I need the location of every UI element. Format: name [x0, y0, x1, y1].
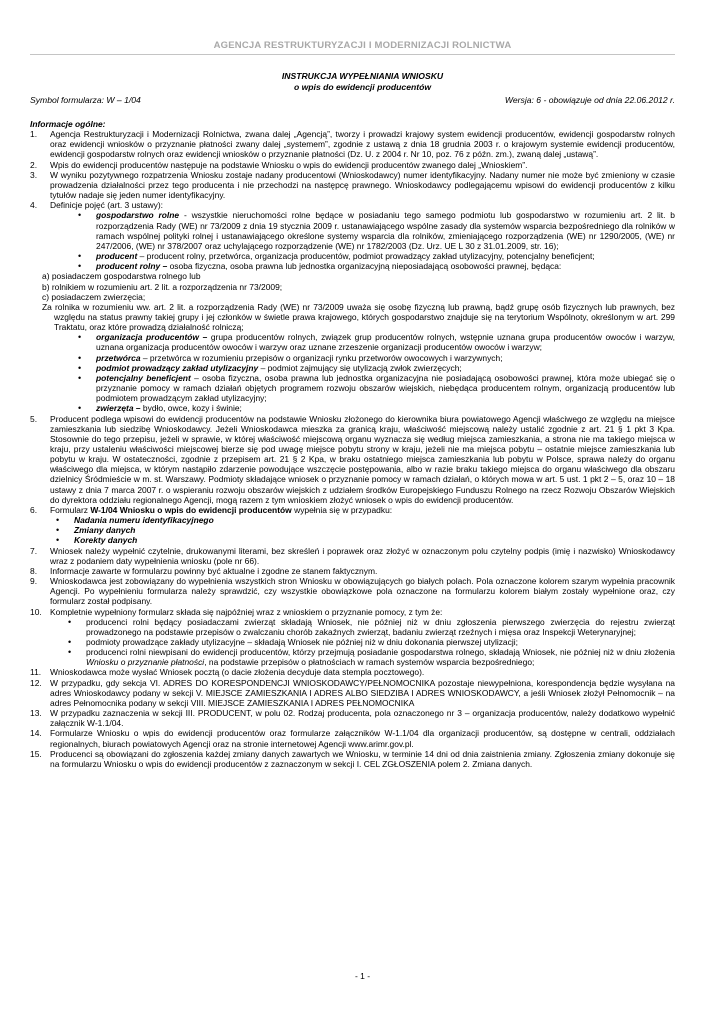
- list-item: 13. W przypadku zaznaczenia w sekcji III. PRODUCENT, w polu 02. Rodzaj producenta, pola oznaczonego nr 3 – organizacja producentów, należy dodatkowo wypełnić załącznik W-1.1/04.: [30, 708, 675, 729]
- bullet-icon: •: [56, 525, 60, 536]
- condition-item: • producenci rolni będący posiadaczami zwierząt składają Wniosek, nie później niż w dniu zgłoszenia pierwszego zwierzęcia do rejestru zwierząt prowadzonego na podstawie przepisów o zwalczaniu chorób zakaźnych zwierząt, badaniu zwierząt rzeźnych i mięsa oraz Inspekcji Weterynaryjnej;: [68, 616, 675, 637]
- definition-subitem: b) rolnikiem w rozumieniu art. 2 lit. a rozporządzenia nr 73/2009;: [42, 281, 283, 292]
- definition-item: • przetwórca – przetwórca w rozumieniu przepisów o organizacji rynku przetworów owocowych i warzywnych;: [78, 352, 503, 363]
- definition-item: • gospodarstwo rolne - wszystkie nieruchomości rolne będące w posiadaniu tego samego podmiotu lub gospodarstwo w rozumieniu art. 2 lit. b rozporządzenia Rady (WE) nr 73/2009 z dnia 19 stycznia 2009 r. ustanawiającego wspólne zasady dla systemów wsparcia bezpośredniego dla rolników w ramach wspólnej polityki rolnej i ustanawiającego określone systemy wsparcia dla rolników, zmieniającego rozporządzenia (WE) nr 1290/2005, (WE) nr 247/2006, (WE) nr 378/2007 oraz uchylającego rozporządzenie (WE) nr 1782/2003 (Dz. Urz. UE L 30 z 31.01.2009, str. 16);: [78, 210, 676, 251]
- form-version: Wersja: 6 - obowiązuje od dnia 22.06.2012 r.: [504, 95, 675, 105]
- condition-item: • producenci rolni niewpisani do ewidencji producentów, którzy przejmują posiadanie gospodarstwa rolnego, składają Wniosek, nie później niż w dniu złożenia Wniosku o przyznanie płatności, na podstawie przepisów o płatnościach w ramach systemów wsparcia bezpośredniego;: [68, 647, 675, 668]
- document-body: [30, 119, 675, 769]
- definition-subitem: c) posiadaczem zwierzęcia;: [42, 291, 146, 302]
- case-item: • Korekty danych: [56, 535, 138, 546]
- list-item: 9. Wnioskodawca jest zobowiązany do wypełnienia wszystkich stron Wniosku w obowiązujących go białych polach. Pola oznaczone kolorem szarym wypełnia pracownik Agencji. Po wypełnieniu formularza należy sprawdzić, czy wszystkie obowiązkowe pola oznaczone na formularzu kolorem białym zostały wypełnione oraz, czy formularz został podpisany.: [30, 576, 675, 607]
- section-title: Informacje ogólne:: [30, 119, 106, 129]
- list-item: 5. Producent podlega wpisowi do ewidencji producentów na podstawie Wniosku złożonego do kierownika biura powiatowego Agencji właściwego ze względu na miejsce zamieszkania lub siedzibę Wnioskodawcy. Jeżeli Wnioskodawca mieszka za granicą kraju, właściwość miejscową należy ustalić zgodnie z art. 21 § 1 pkt 3 Kpa. Stosownie do tego przepisu, jeżeli w sprawie, w której właściwość miejscową organu wyznacza się według miejsca zamieszkania, a strona nie ma takiego miejsca w kraju, przy ustaleniu właściwości miejscowej bierze się pod uwagę miejsce pobytu strony w kraju, jeżeli nie ma miejsca pobytu – ostatnie miejsce zamieszkania lub pobytu w kraju. W ostateczności, zgodnie z przepisem art. 21 § 2 Kpa, w braku ostatniego miejsca zamieszkania lub pobytu w Polsce, sprawa należy do organu właściwego dla miejsca, w którym nastąpiło zdarzenie powodujące wszczęcie postępowania, albo w razie braku takiego miejsca do organu właściwego dla obszaru dzielnicy Śródmieście w m. st. Warszawy. Podmioty składające wniosek o przyznanie pomocy w ramach działań, o których mowa w art. 5 ust. 1 pkt 2 – 5, oraz 10 – 18 ustawy z dnia 7 marca 2007 r. o wspieraniu rozwoju obszarów wiejskich z udziałem środków Europejskiego Funduszu Rolnego na rzecz Rozwoju Obszarów Wiejskich do dyrektora oddziału regionalnego Agencji, mogą razem z tym wnioskiem złożyć wniosek o wpis do ewidencji producentów.: [30, 413, 675, 505]
- definition-note: Za rolnika w rozumieniu ww. art. 2 lit. a rozporządzenia Rady (WE) nr 73/2009 uważa się osobę fizyczną lub prawną, bądź grupę osób fizycznych lub prawnych, bez względu na status prawny takiej grupy i jej członków w świetle prawa krajowego, których gospodarstwo znajduje się na terytorium Wspólnoty, określonym w art. 299 Traktatu, oraz które prowadzą działalność rolniczą;: [42, 301, 675, 333]
- list-item: 1. Agencja Restrukturyzacji i Modernizacji Rolnictwa, zwana dalej „Agencją”, tworzy i prowadzi krajowy system ewidencji producentów, ewidencji gospodarstw rolnych oraz ewidencji wniosków o przyznanie płatności zwany dalej „systemem”, zgodnie z ustawą z dnia 18 grudnia 2003 r. o krajowym systemie ewidencji producentów, ewidencji gospodarstw rolnych oraz ewidencji wniosków o przyznanie płatności (Dz. U. z 2004 r. Nr 10, poz. 76 z późn. zm.), zwaną dalej „ustawą”.: [30, 129, 675, 160]
- list-item: 10. Kompletnie wypełniony formularz składa się najpóźniej wraz z wnioskiem o przyznanie pomocy, z tym że:: [30, 606, 443, 617]
- bullet-icon: •: [78, 210, 82, 221]
- definition-item: • podmiot prowadzący zakład utylizacyjny – podmiot zajmujący się utylizacją zwłok zwierzęcych;: [78, 362, 462, 373]
- case-item: • Zmiany danych: [56, 525, 136, 536]
- definition-item: • producent rolny – osoba fizyczna, osoba prawna lub jednostka organizacyjną nieposiadającą osobowości prawnej, będąca:: [78, 261, 562, 272]
- bullet-icon: •: [78, 261, 82, 272]
- bullet-icon: •: [68, 647, 72, 658]
- list-item: 3. W wyniku pozytywnego rozpatrzenia Wniosku zostaje nadany producentowi (Wnioskodawcy) numer identyfikacyjny. Nadany numer nie może być zmieniony w czasie prowadzenia działalności przez tego producenta i nie przechodzi na następcę prawnego. Wnioskodawcy podlegającemu wpisowi do ewidencji producentów z kilku tytułów nadaje się jeden numer identyfikacyjny.: [30, 169, 675, 201]
- case-item: • Nadania numeru identyfikacyjnego: [56, 515, 214, 526]
- list-item: 8. Informacje zawarte w formularzu powinny być aktualne i zgodne ze stanem faktycznym.: [30, 565, 378, 576]
- list-item: 7. Wniosek należy wypełnić czytelnie, drukowanymi literami, bez skreśleń i poprawek oraz złożyć w oznaczonym polu czytelny podpis (imię i nazwisko) Wnioskodawcy wraz z podaniem daty wypełnienia wniosku (pole nr 66).: [30, 545, 675, 566]
- header-divider: [30, 54, 675, 55]
- bullet-icon: •: [56, 535, 60, 546]
- bullet-icon: •: [78, 372, 82, 383]
- list-item: 15. Producenci są obowiązani do zgłoszenia każdej zmiany danych zawartych we Wniosku, w terminie 14 dni od dnia zaistnienia zmiany. Zgłoszenia zmiany dokonuje się na formularzu Wniosku o wpis do ewidencji producentów z zaznaczonym w sekcji I. CEL ZGŁOSZENIA polem 2. Zmiana danych.: [30, 748, 675, 769]
- list-item: 11. Wnioskodawca może wysłać Wniosek pocztą (o dacie złożenia decyduje data stempla pocztowego).: [30, 667, 425, 678]
- definition-item: • organizacja producentów – grupa producentów rolnych, związek grup producentów rolnych, wstępnie uznana grupa producentów owoców i warzyw, uznana organizacja producentów owoców i warzyw oraz uznane zrzeszenie organizacji producentów owoców i warzyw;: [78, 332, 675, 353]
- bullet-icon: •: [68, 616, 72, 627]
- list-item: 6. Formularz W-1/04 Wniosku o wpis do ewidencji producentów wypełnia się w przypadku:: [30, 504, 393, 515]
- bullet-icon: •: [78, 403, 82, 414]
- definition-item: • zwierzęta – bydło, owce, kozy i świnie;: [78, 403, 242, 414]
- definition-item: • potencjalny beneficjent – osoba fizyczna, osoba prawna lub jednostka organizacyjna nie posiadającą osobowości prawnej, która może ubiegać się o przyznanie pomocy w ramach działań objętych programem rozwoju obszarów wiejskich, niebędąca producentem rolnym, organizacją producentów lub podmiotem prowadzącym zakład utylizacyjny;: [78, 372, 675, 404]
- bullet-icon: •: [68, 636, 72, 647]
- bullet-icon: •: [78, 352, 82, 363]
- page-number: - 1 -: [354, 971, 371, 981]
- agency-header: AGENCJA RESTRUKTURYZACJI I MODERNIZACJI ROLNICTWA: [213, 40, 512, 51]
- list-item: 2. Wpis do ewidencji producentów następuje na podstawie Wniosku o wpis do ewidencji producentów zwanego dalej „Wnioskiem”.: [30, 159, 528, 170]
- document-title: INSTRUKCJA WYPEŁNIANIA WNIOSKU: [281, 71, 444, 81]
- list-item: 4. Definicje pojęć (art. 3 ustawy):: [30, 200, 164, 211]
- definition-item: • producent – producent rolny, przetwórca, organizacja producentów, podmiot prowadzący zakład utylizacyjny, potencjalny beneficjent;: [78, 251, 595, 262]
- condition-item: • podmioty prowadzące zakłady utylizacyjne – składają Wniosek nie później niż w dniu dokonania pierwszej utylizacji;: [68, 636, 518, 647]
- definition-subitem: a) posiadaczem gospodarstwa rolnego lub: [42, 271, 201, 282]
- form-symbol: Symbol formularza: W – 1/04: [30, 95, 141, 105]
- bullet-icon: •: [56, 515, 60, 526]
- form-meta: [30, 95, 675, 106]
- bullet-icon: •: [78, 362, 82, 373]
- list-item: 12. W przypadku, gdy sekcja VI. ADRES DO KORESPONDENCJI WNIOSKODAWCY/PEŁNOMOCNIKA pozostaje niewypełniona, korespondencja będzie wysyłana na adres Wnioskodawcy podany w sekcji V. MIEJSCE ZAMIESZKANIA I ADRES ALBO SIEDZIBA I ADRES WNIOSKODAWCY, a jeśli Wniosek złożył Pełnomocnik – na adres Pełnomocnika podany w sekcji VIII. MIEJSCE ZAMIESZKANIA I ADRES PEŁNOMOCNIKA: [30, 677, 675, 708]
- bullet-icon: •: [78, 251, 82, 262]
- bullet-icon: •: [78, 332, 82, 343]
- document-subtitle: o wpis do ewidencji producentów: [293, 82, 432, 92]
- list-item: 14. Formularze Wniosku o wpis do ewidencji producentów oraz formularze załączników W-1.1/04 dla organizacji producentów, są dostępne w centrali, oddziałach regionalnych, biurach powiatowych Agencji oraz na stronie internetowej Agencji www.arimr.gov.pl.: [30, 728, 675, 749]
